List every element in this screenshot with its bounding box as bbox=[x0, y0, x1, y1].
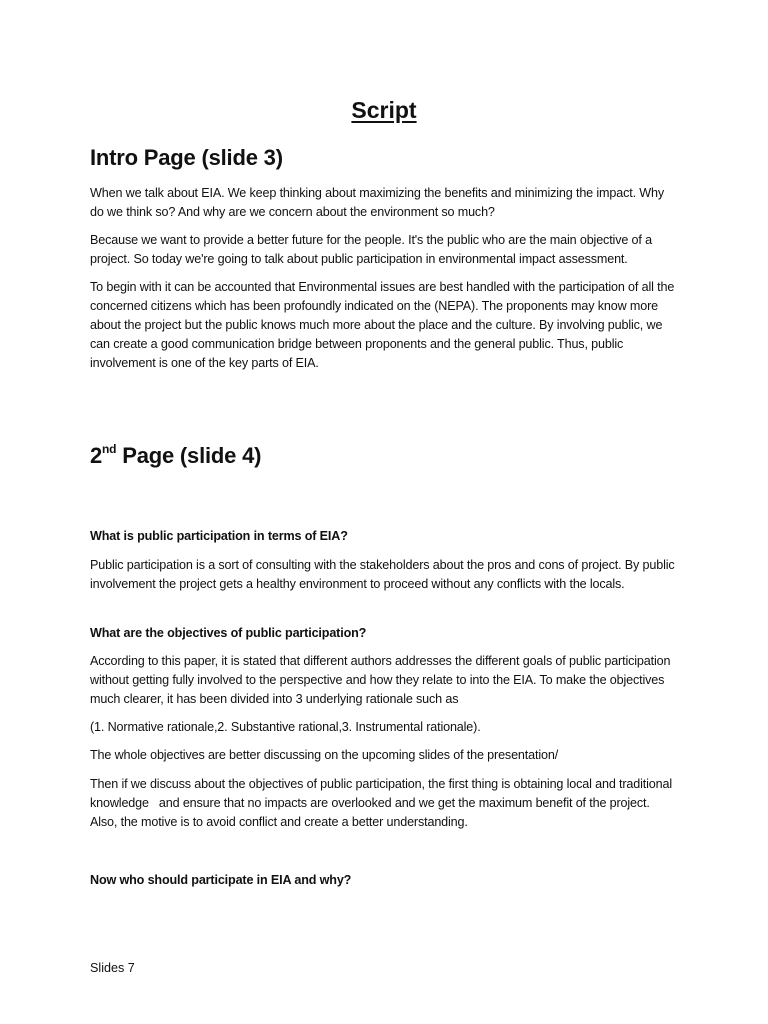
answer-what-is-participation: Public participation is a sort of consulting with the stakeholders about the pros and cons of project. By public involvement the project gets a healthy environment to proceed without any conflicts with the locals. bbox=[90, 558, 675, 591]
paragraph-intro-2: Because we want to provide a better future for the people. It's the public who are the main objective of a project. So today we're going to talk about public participation in environmental impact assessment. bbox=[90, 233, 652, 266]
question-objectives: What are the objectives of public participation? bbox=[90, 626, 367, 640]
answer-objectives-1: According to this paper, it is stated that different authors addresses the different goals of public participation without getting fully involved to the perspective and how they relate to into the EIA. To make the objectives much clearer, it has been divided into 3 underlying rationale such as bbox=[90, 654, 671, 706]
section-heading-page2 bbox=[90, 443, 261, 469]
question-what-is-participation: What is public participation in terms of EIA? bbox=[90, 529, 348, 543]
heading-number: 2 bbox=[90, 443, 103, 468]
paragraph-intro-1: When we talk about EIA. We keep thinking about maximizing the benefits and minimizing the impact. Why do we think so? And why are we concern about the environment so much? bbox=[90, 186, 665, 219]
paragraph-intro-3: To begin with it can be accounted that Environmental issues are best handled with the participation of all the concerned citizens which has been profoundly indicated on the (NEPA). The proponents may know more about the project but the public knows much more about the place and the culture. By involving public, we can create a good communication bridge between proponents and the general public. Thus, public involvement is one of the key parts of EIA. bbox=[90, 280, 675, 370]
footer-slides-note: Slides 7 bbox=[90, 961, 135, 975]
heading-superscript: nd bbox=[102, 441, 117, 456]
answer-objectives-3: The whole objectives are better discussing on the upcoming slides of the presentation/ bbox=[90, 748, 559, 762]
question-who-participates: Now who should participate in EIA and why? bbox=[90, 873, 352, 887]
answer-objectives-4: Then if we discuss about the objectives of public participation, the first thing is obtaining local and traditional knowledge and ensure that no impacts are overlooked and we get the maximum benefit of the project. Also, the motive is to avoid conflict and create a better understanding. bbox=[90, 777, 676, 829]
heading-rest: Page (slide 4) bbox=[116, 443, 262, 468]
section-heading-intro: Intro Page (slide 3) bbox=[90, 145, 283, 170]
document-title: Script bbox=[351, 97, 417, 123]
answer-objectives-2: (1. Normative rationale,2. Substantive rational,3. Instrumental rationale). bbox=[90, 720, 481, 734]
